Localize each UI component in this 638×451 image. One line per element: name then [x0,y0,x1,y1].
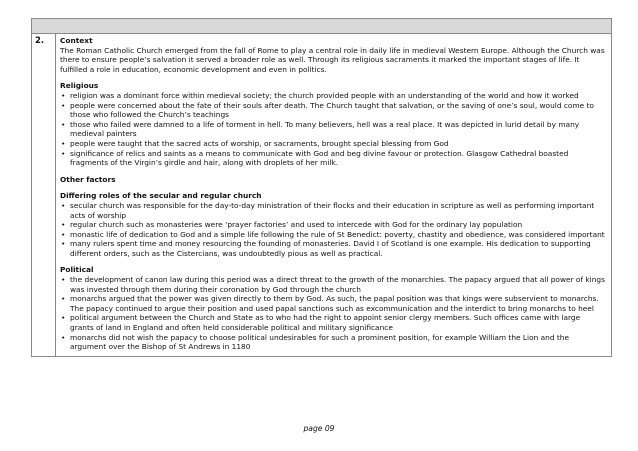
bullet-icon: • [61,239,66,249]
list-item: • secular church was responsible for the day-to-day ministration of their flocks and their education in scripture as well as performing important acts of worship [61,200,595,220]
secular-regular-heading: Differing roles of the secular and regular church [60,191,262,201]
page-number: page 09 [303,424,335,433]
list-item: • monastic life of dedication to God and a simple life following the rule of St Benedict: poverty, chastity and obedience, was considered important [61,229,605,239]
question-number: 2. [32,34,56,356]
bullet-icon: • [61,148,66,158]
list-item: • regular church such as monasteries were ‘prayer factories’ and used to intercede with God for the ordinary lay population [61,220,523,230]
bullet-icon: • [61,100,66,110]
content-table [31,18,612,357]
political-list [60,275,606,352]
bullet-icon: • [61,332,66,342]
context-text: The Roman Catholic Church emerged from the fall of Rome to play a central role in daily life in medieval Western Europe. Although the Church was there to ensure people’s salvation it served a broader role as well. Through its religious sacraments it marked the important stages of life. It fulfilled a role in education, economic development and even in politics. [60,45,605,74]
bullet-icon: • [61,220,66,230]
list-item: • people were taught that the sacred acts of worship, or sacraments, brought special blessing from God [61,138,449,148]
bullet-icon: • [61,275,66,285]
list-item: • many rulers spent time and money resourcing the founding of monasteries. David I of Scotland is one example. His dedication to supporting different orders, such as the Cistercians, was undoubtedly pious as well as practical. [61,239,591,258]
bullet-icon: • [61,119,66,129]
secular-regular-list [60,201,606,259]
list-item: • religion was a dominant force within medieval society; the church provided people with an understanding of the world and how it worked [61,90,579,100]
list-item: • those who failed were damned to a life of torment in hell. To many believers, hell was a real place. It was depicted in lurid detail by many medieval painters [61,119,580,139]
bullet-icon: • [61,200,66,210]
table-header-band [32,19,611,34]
political-heading: Political [60,265,94,275]
bullet-icon: • [61,138,66,148]
bullet-icon: • [61,229,66,239]
context-heading: Context [60,36,93,45]
list-item: • people were concerned about the fate of their souls after death. The Church taught that salvation, or the saving of one’s soul, would come to those who followed the Church’s teachings [61,100,594,120]
list-item: • the development of canon law during this period was a direct threat to the growth of the monarchies. The papacy argued that all power of kings was invested through them during their coronation by God through the church [61,275,605,294]
bullet-icon: • [61,313,66,323]
religious-heading: Religious [60,81,99,91]
other-factors-heading: Other factors [60,174,116,184]
question-content [56,34,611,356]
list-item: • monarchs did not wish the papacy to choose political undesirables for such a prominent position, for example William the Lion and the argument over the Bishop of St Andrews in 1180 [61,332,570,352]
religious-list [60,91,606,168]
bullet-icon: • [61,294,66,304]
bullet-icon: • [61,90,66,100]
list-item: • significance of relics and saints as a means to communicate with God and beg divine favour or protection. Glasgow Cathedral boasted fragments of the Virgin’s girdle and hair, along with droplets of her milk. [61,148,569,168]
list-item: • political argument between the Church and State as to who had the right to appoint senior clergy members. Such offices came with large grants of land in England and often held considerable political and military significance [61,313,581,333]
list-item: • monarchs argued that the power was given directly to them by God. As such, the papal position was that kings were subservient to monarchs. The papacy continued to argue their position and used papal sanctions such as excommunication and the interdict to bring monarchs to heel [61,294,599,313]
table-row [32,34,611,356]
